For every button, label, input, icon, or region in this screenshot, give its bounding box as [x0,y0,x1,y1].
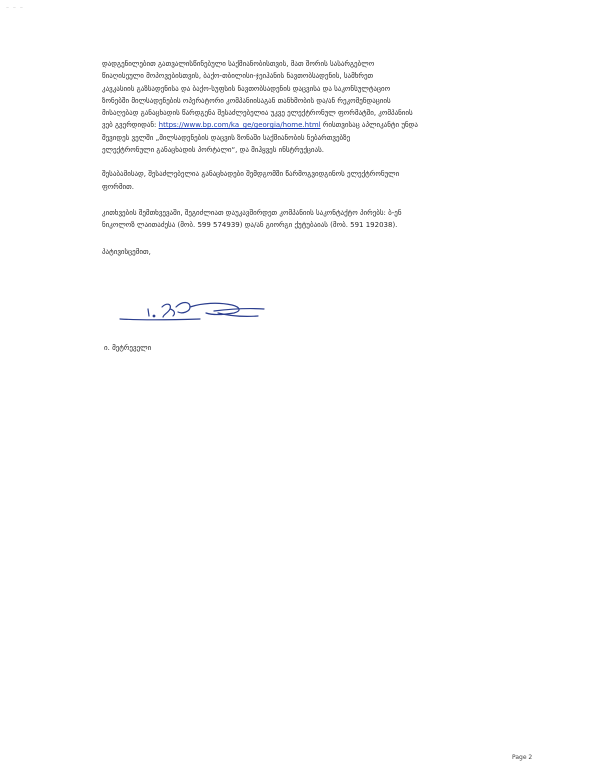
paragraph-spacer [102,193,522,207]
paragraph-line: კითხვების შემთხვევაში, შეგიძლიათ დაუკავშირდეთ კომპანიის საკონტაქტო პირებს: ბ-ენ [102,208,402,217]
page-number: Page 2 [512,754,533,761]
paragraph-line: ზონებში მილსადენების ოპერატორი კომპანიისაგან თანხმობის და/ან რეკომენდაციის [102,96,391,105]
paragraph-line: შესაბამისად, შესაძლებელია განაცხადები შემდგომში წარმოგვიდგინოს ელექტრონული [102,170,400,179]
paragraph-spacer [102,156,522,168]
paragraph-line: ელექტრონული განაცხადის პორტალი“, და მიჰყვეს ინსტრუქციას. [102,146,324,155]
paragraph-electronic-form [102,168,522,193]
paragraph-line: დადგენილებით გათვალისწინებული საქმიანობისთვის, მათ შორის სასარგებლო [102,60,375,68]
letter-body [102,58,522,258]
paragraph-portal-info [102,58,522,156]
paragraph-line: წიაღისეული მოპოვებისთვის, ბაქო-თბილისი-ჯეიჰანის ნავთობსადენის, სამხრეთ [102,72,374,81]
paragraph-line-with-link [102,119,522,131]
signer-name: ი. მეტრეველი [104,344,152,352]
paragraph-line: ფორმით. [102,182,134,191]
paragraph-line: კავკასიის გაზსადენისა და ბაქო-სუფსის ნავთობსადენის დაცვისა და საკონსულტაციო [102,84,391,93]
scan-corner-mark: – – – [6,4,24,11]
website-prefix: ვებ გვერდიდან: [102,121,159,130]
website-suffix: რისთვისაც აპლიკანტი უნდა [320,121,418,130]
paragraph-spacer [102,232,522,246]
paragraph-line: მისაღებად განაცხადის წარდგენა შესაძლებელია უკვე ელექტრონულ ფორმატში, კომპანიის [102,109,413,118]
bp-website-link[interactable]: https://www.bp.com/ka_ge/georgia/home.html [158,121,321,130]
paragraph-contacts [102,207,522,232]
closing-salutation: პატივისცემით, [102,247,151,256]
paragraph-line: ნიკოლოზ ლაითაძესა (მობ. 599 574939) და/ან გიორგი ქუტუბაიას (მობ. 591 192038). [102,221,398,230]
handwritten-signature [118,295,268,331]
paragraph-line: შევიდეს ველში „მილსადენების დაცვის ზონაში საქმიანობის ნებართვებზე [102,133,351,142]
